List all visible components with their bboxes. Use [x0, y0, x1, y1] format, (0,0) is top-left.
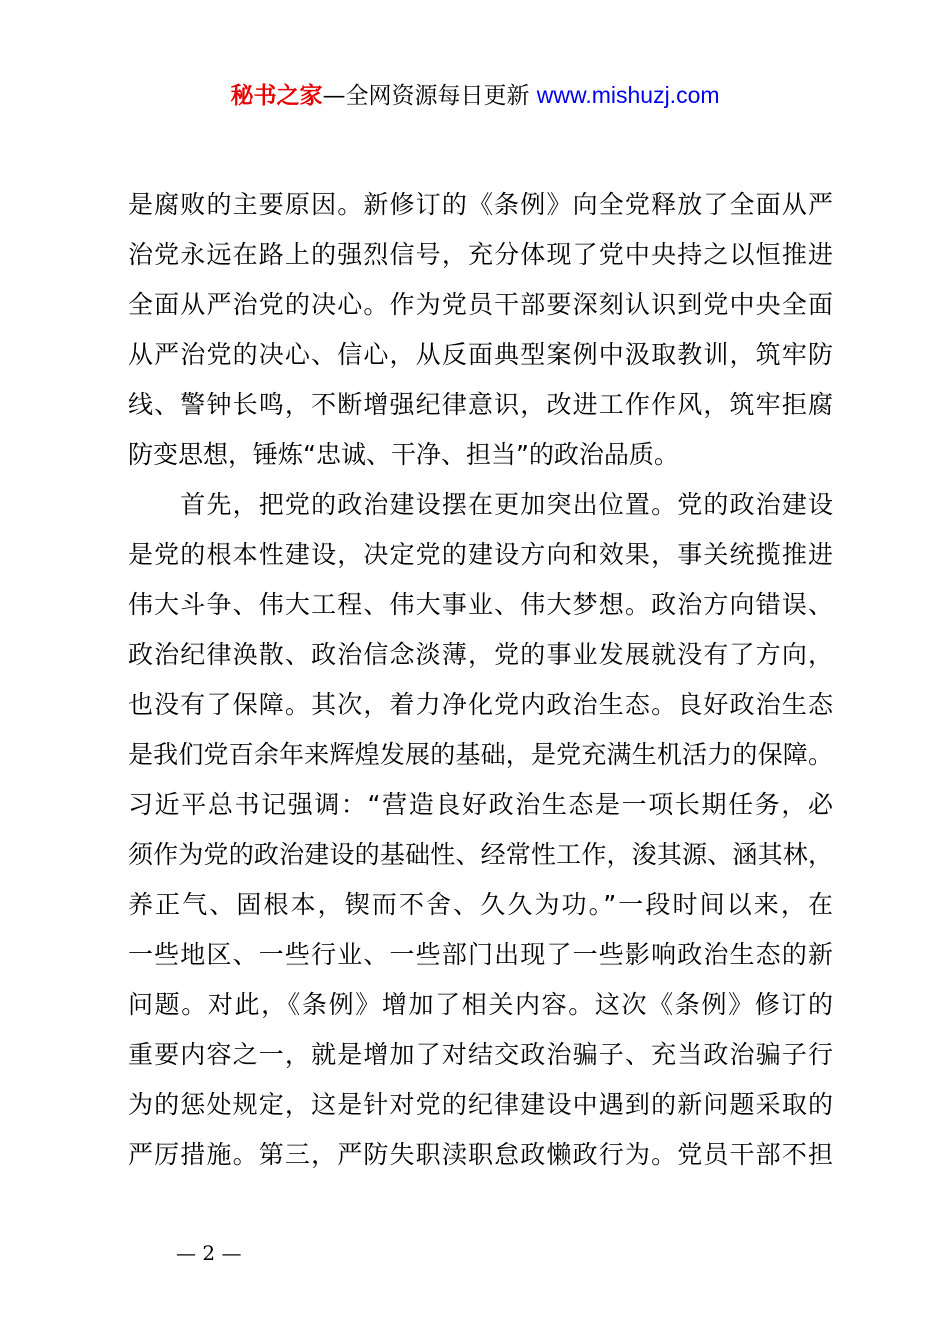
text-line: 是腐败的主要原因。新修订的《条例》向全党释放了全面从严 [128, 190, 833, 219]
text-line: 严厉措施。第三，严防失职渎职怠政懒政行为。党员干部不担 [128, 1140, 833, 1169]
site-header [0, 78, 950, 113]
document-body [128, 180, 833, 1180]
text-line: 问题。对此，《条例》增加了相关内容。这次《条例》修订的 [128, 990, 833, 1019]
text-line: 是我们党百余年来辉煌发展的基础，是党充满生机活力的保障。 [128, 740, 833, 769]
text-line: 须作为党的政治建设的基础性、经常性工作，浚其源、涵其林， [128, 840, 833, 869]
text-line: 一些地区、一些行业、一些部门出现了一些影响政治生态的新 [128, 940, 833, 969]
site-url[interactable]: www.mishuzj.com [536, 82, 720, 108]
site-tagline: —全网资源每日更新 [322, 83, 537, 109]
text-line: 习近平总书记强调：“营造良好政治生态是一项长期任务，必 [128, 790, 833, 819]
page-number: — 2 — [176, 1241, 242, 1265]
text-line: 从严治党的决心、信心，从反面典型案例中汲取教训，筑牢防 [128, 340, 833, 369]
text-line: 首先，把党的政治建设摆在更加突出位置。党的政治建设 [128, 490, 833, 519]
text-line: 重要内容之一，就是增加了对结交政治骗子、充当政治骗子行 [128, 1040, 833, 1069]
text-line: 养正气、固根本，锲而不舍、久久为功。”一段时间以来，在 [128, 890, 833, 919]
text-line: 为的惩处规定，这是针对党的纪律建设中遇到的新问题采取的 [128, 1090, 833, 1119]
text-line: 政治纪律涣散、政治信念淡薄，党的事业发展就没有了方向， [128, 640, 833, 669]
text-line: 是党的根本性建设，决定党的建设方向和效果，事关统揽推进 [128, 540, 833, 569]
text-line: 也没有了保障。其次，着力净化党内政治生态。良好政治生态 [128, 690, 833, 719]
text-line: 全面从严治党的决心。作为党员干部要深刻认识到党中央全面 [128, 290, 833, 319]
text-line: 线、警钟长鸣，不断增强纪律意识，改进工作作风，筑牢拒腐 [128, 390, 833, 419]
text-line: 伟大斗争、伟大工程、伟大事业、伟大梦想。政治方向错误、 [128, 590, 833, 619]
text-line: 治党永远在路上的强烈信号，充分体现了党中央持之以恒推进 [128, 240, 833, 269]
text-line: 防变思想，锤炼“忠诚、干净、担当”的政治品质。 [128, 440, 679, 469]
site-brand: 秘书之家 [230, 83, 323, 109]
